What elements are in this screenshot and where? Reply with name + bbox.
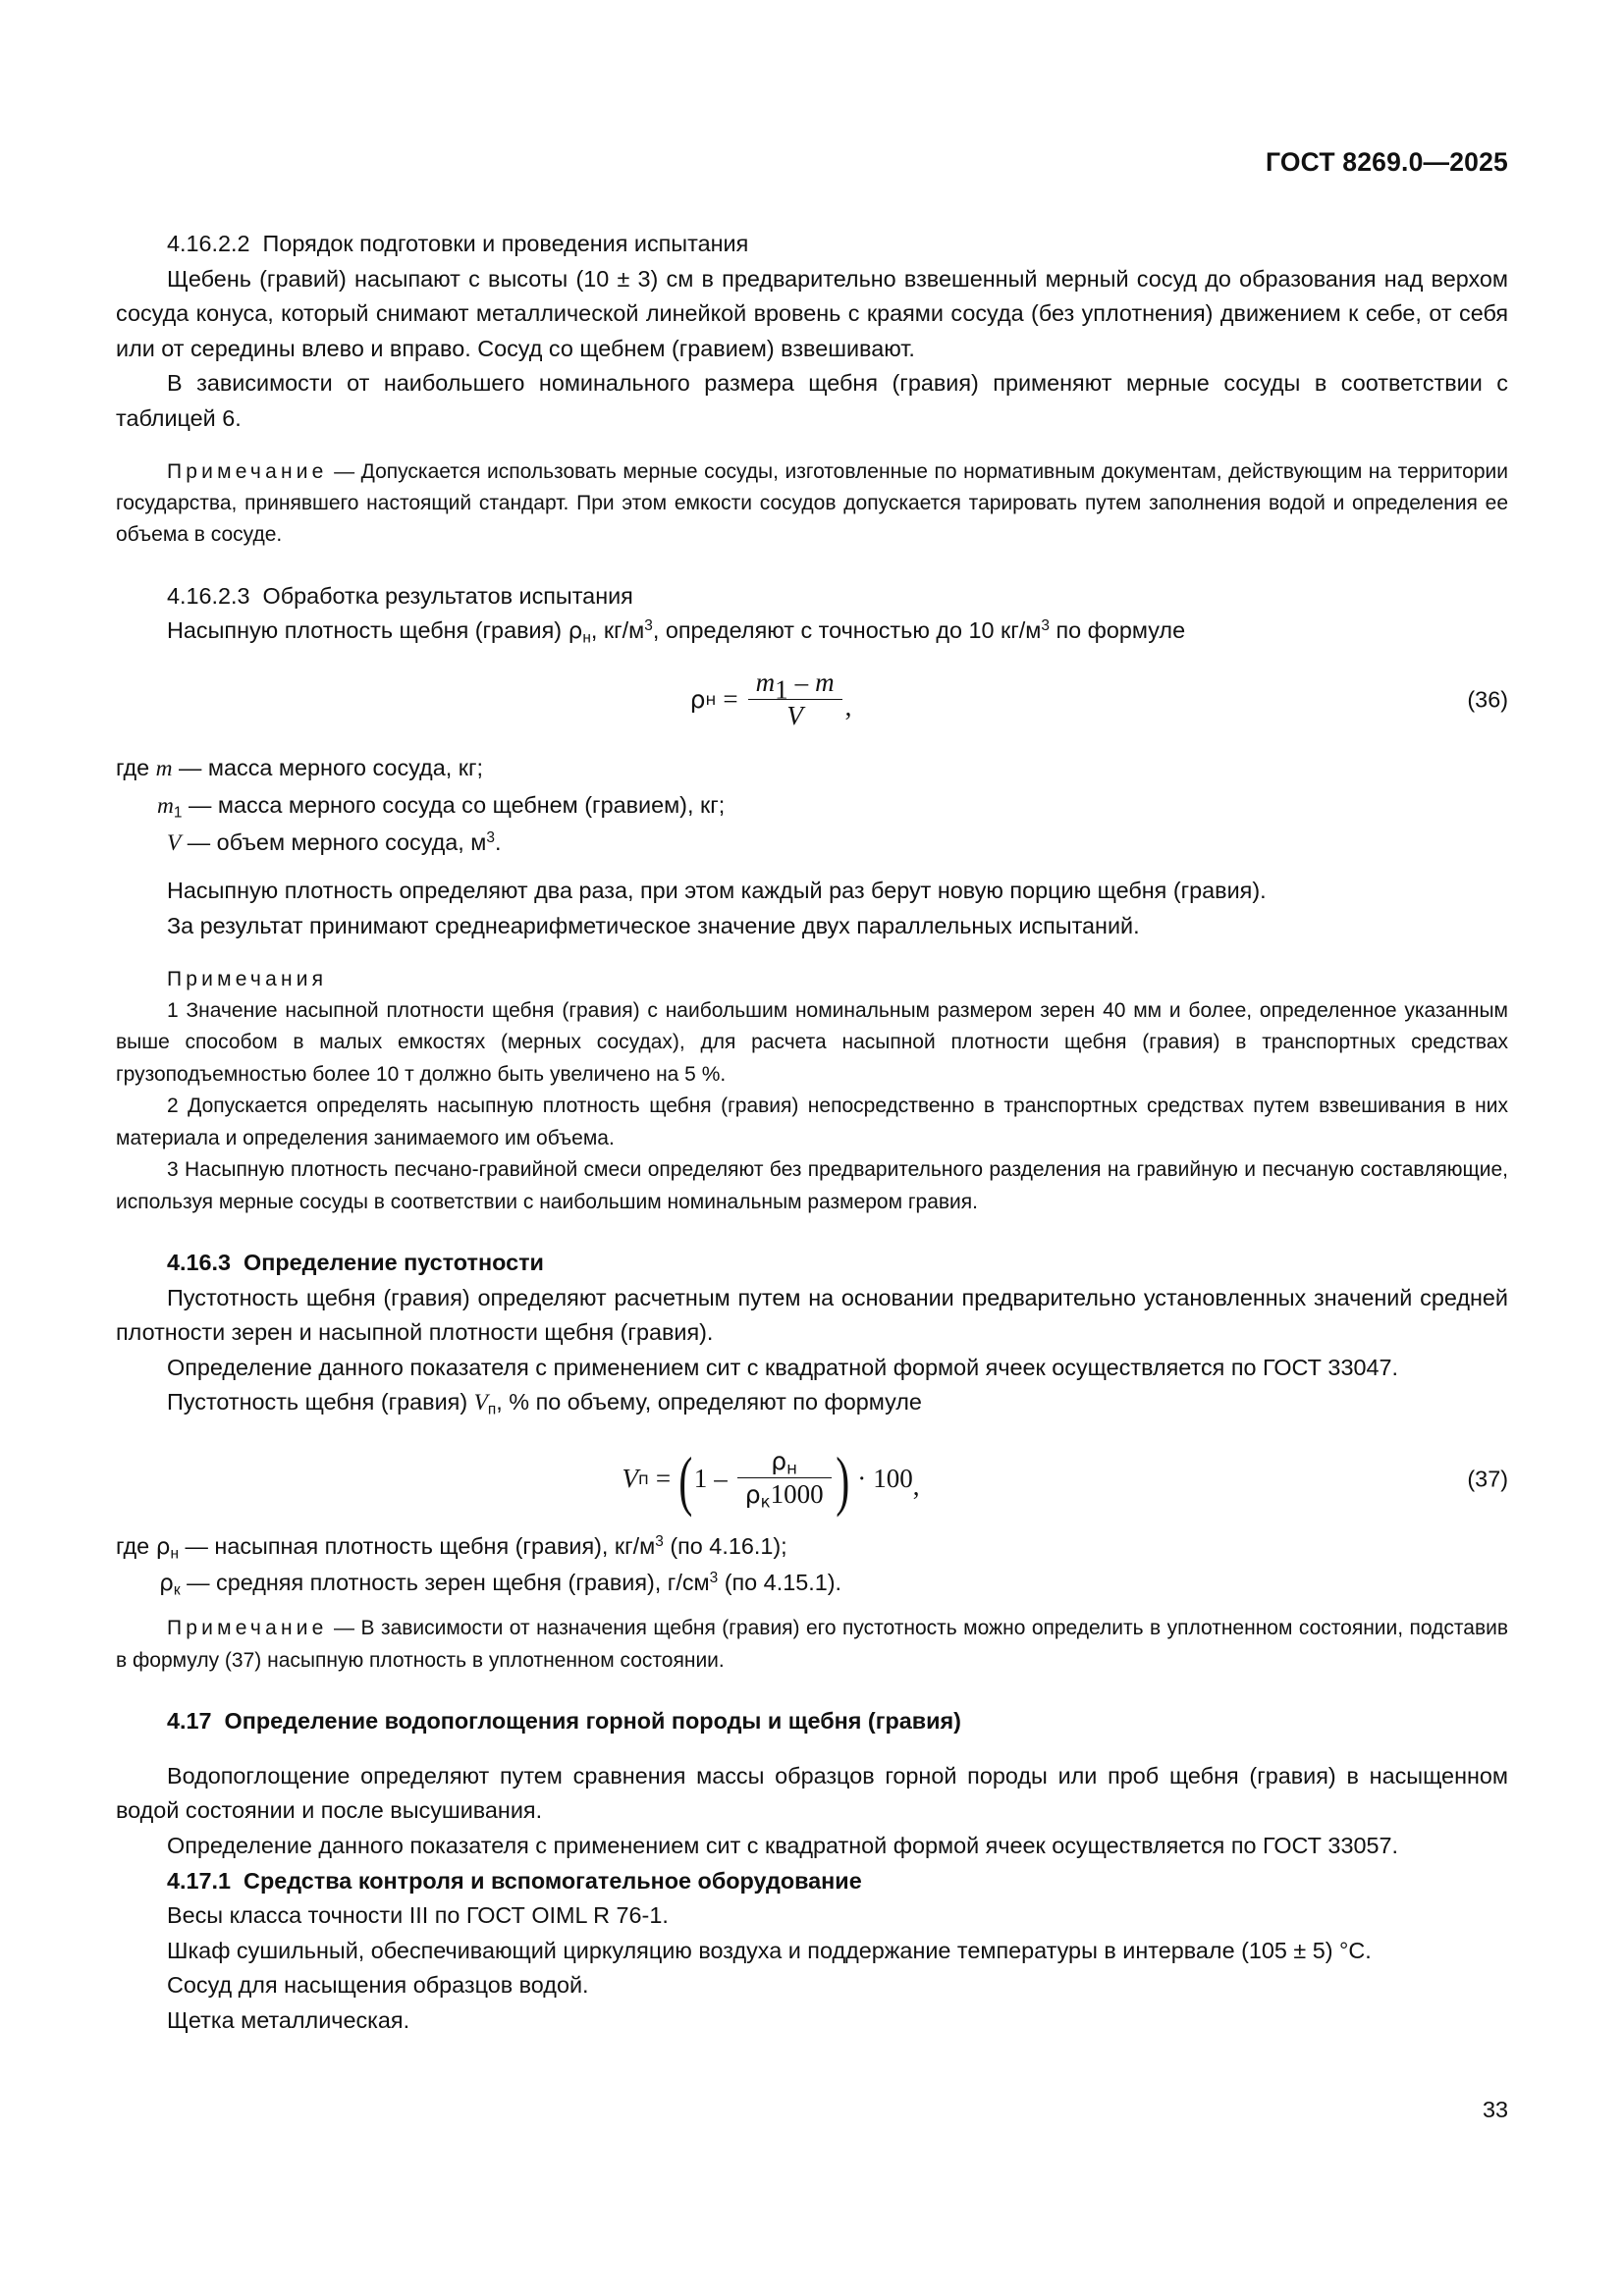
note-item-3: 3 Насыпную плотность песчано-гравийной смеси определяют без предварительного разделения на гравийную и песчаную составляющие, используя мерные сосуды в соответствии с наибольшим номинальным размером гравия. xyxy=(116,1158,1508,1213)
where37-sup-k: 3 xyxy=(709,1570,719,1587)
rho-subscript: н xyxy=(582,629,591,647)
formula-37-num-rho: ρ xyxy=(771,1446,787,1475)
standard-designation: ГОСТ 8269.0—2025 xyxy=(1265,147,1508,177)
note-text: Допускается использовать мерные сосуды, изготовленные по нормативным документам, действующим на территории государства, принявшего настоящий стандарт. При этом емкости сосудов допускается тарировать путем заполнения водой и определения ее объема в сосуде. xyxy=(116,459,1508,547)
formula-37-lhs-v: V xyxy=(622,1464,639,1494)
lead37-text-1: Пустотность щебня (гравия) xyxy=(167,1389,474,1415)
formula-37-den-1000: 1000 xyxy=(770,1479,824,1510)
where37-symbol-rho-n: ρ xyxy=(155,1532,171,1561)
paragraph-4-16-3-2: Определение данного показателя с применением сит с квадратной формой ячеек осуществляется по ГОСТ 33047. xyxy=(167,1354,1398,1380)
formula-37-minus: – xyxy=(714,1464,728,1494)
lead-text-2: , кг/м xyxy=(590,617,645,644)
formula-37-comma: , xyxy=(912,1471,920,1502)
paragraph-formula-37-lead xyxy=(116,1385,1508,1421)
lead-text-4: по формуле xyxy=(1049,617,1186,644)
page-number-value: 33 xyxy=(1482,2097,1508,2122)
heading-4-16-3-text: Определение пустотности xyxy=(244,1249,544,1275)
formula-37-fraction xyxy=(737,1446,832,1512)
heading-4-16-2-3 xyxy=(116,579,1508,614)
heading-4-17 xyxy=(116,1704,1508,1739)
note-4-16-3 xyxy=(116,1613,1508,1677)
spacer xyxy=(116,1509,1508,1528)
formula-36-expression: ρ н = $\frac{m_1 - m}{V}$ , xyxy=(689,667,852,731)
where-symbol-m: m xyxy=(155,756,173,782)
heading-4-16-2-2-text: Порядок подготовки и проведения испытания xyxy=(262,231,749,256)
where-lead: где xyxy=(116,755,150,781)
formula-37-left-paren: ( xyxy=(678,1442,693,1518)
where37-sup-n: 3 xyxy=(655,1533,664,1551)
where-item xyxy=(116,825,1508,862)
heading-4-16-2-2-number: 4.16.2.2 xyxy=(167,231,250,256)
formula-37-right-paren: ) xyxy=(835,1442,849,1518)
where37-symbol-rho-k: ρ xyxy=(159,1569,174,1597)
where37-sub-n: н xyxy=(170,1545,180,1563)
superscript-3a: 3 xyxy=(644,617,653,635)
paragraph-4-17-2: Определение данного показателя с применением сит с квадратной формой ячеек осуществляется по ГОСТ 33057. xyxy=(167,1832,1398,1858)
note-item-1: 1 Значение насыпной плотности щебня (гравия) с наибольшим номинальным размером зерен 40 мм и более, определенное указанным выше способом в малых емкостях (мерных сосудах), для расчета насыпной плотности щебня (гравия) в транспортных средствах грузоподъемностью более 10 т должно быть увеличено на 5 %. xyxy=(116,999,1508,1086)
equipment-item-2: Шкаф сушильный, обеспечивающий циркуляцию воздуха и поддержание температуры в интервале (105 ± 5) °C. xyxy=(167,1937,1372,1963)
formula-36-lhs-rho: ρ xyxy=(689,685,706,715)
superscript-3b: 3 xyxy=(1041,617,1050,635)
heading-4-16-2-3-number: 4.16.2.3 xyxy=(167,582,250,609)
notes-label-4-16-2-3 xyxy=(116,964,1508,995)
where37-text-k: — средняя плотность зерен щебня (гравия), г/см xyxy=(180,1570,710,1596)
note-dash: — xyxy=(327,459,361,483)
formula-37 xyxy=(116,1442,1508,1518)
where-item xyxy=(116,1565,1508,1601)
formula-36-numerator xyxy=(748,667,842,705)
where-text-m: — масса мерного сосуда, кг; xyxy=(172,755,483,781)
page-number xyxy=(116,2097,1508,2123)
formula-37-hundred: 100 xyxy=(873,1464,913,1494)
formula-37-den-rho: ρ xyxy=(744,1480,761,1510)
lead37-var: V xyxy=(473,1390,488,1416)
heading-4-17-1-text: Средства контроля и вспомогательное оборудование xyxy=(244,1867,862,1894)
where-item xyxy=(116,1528,1508,1565)
formula-36-comma: , xyxy=(844,692,852,722)
heading-4-16-3-number: 4.16.3 xyxy=(167,1249,232,1275)
lead-text-3: , определяют с точностью до 10 кг/м xyxy=(652,617,1042,644)
formula-37-one: 1 xyxy=(693,1464,708,1494)
where-tail-v: . xyxy=(494,829,502,856)
where-text-m1: — масса мерного сосуда со щебнем (гравием), кг; xyxy=(182,792,726,819)
note-4-16-2-2 xyxy=(116,456,1508,552)
paragraph-formula-36-lead xyxy=(116,614,1508,649)
heading-4-16-3 xyxy=(116,1246,1508,1281)
note-label: Примечание xyxy=(167,459,328,483)
spacer xyxy=(116,1601,1508,1613)
rho-symbol: ρ xyxy=(568,616,583,645)
spacer xyxy=(116,1218,1508,1246)
formula-37-num-rho-sub: н xyxy=(786,1459,797,1478)
where37-tail-k: (по 4.15.1). xyxy=(718,1570,842,1596)
formula-36 xyxy=(116,668,1508,731)
heading-4-17-1-number: 4.17.1 xyxy=(167,1867,232,1894)
formula-36-equals: = xyxy=(723,684,738,715)
paragraph-4-16-2-3-2: За результат принимают среднеарифметическое значение двух параллельных испытаний. xyxy=(167,913,1140,939)
where-item xyxy=(116,787,1508,825)
note-4-16-3-text: В зависимости от назначения щебня (гравия) его пустотность можно определить в уплотненном состоянии, подставив в формулу (37) насыпную плотность в уплотненном состоянии. xyxy=(116,1617,1509,1672)
spacer xyxy=(116,1421,1508,1449)
lead37-text-2: , % по объему, определяют по формуле xyxy=(496,1389,922,1415)
formula-36-denominator xyxy=(779,700,811,730)
where-symbol-m1-sub: 1 xyxy=(173,804,183,822)
page-content xyxy=(116,227,1508,2039)
heading-4-17-1 xyxy=(116,1864,1508,1899)
heading-4-16-2-2 xyxy=(116,227,1508,262)
formula-36-v: V xyxy=(786,701,803,731)
where-symbol-v: V xyxy=(167,830,182,857)
formula-37-den-rho-sub: к xyxy=(760,1492,771,1512)
formula-37-equals: = xyxy=(655,1464,672,1494)
where37-text-n: — насыпная плотность щебня (гравия), кг/м xyxy=(179,1533,656,1560)
formula-36-fraction xyxy=(748,668,842,731)
where37-tail-n: (по 4.16.1); xyxy=(663,1533,787,1560)
formula-37-dot: · xyxy=(857,1464,867,1494)
note-4-16-3-label: Примечание xyxy=(167,1617,328,1640)
where-list-37 xyxy=(116,1528,1508,1601)
notes-label-text: Примечания xyxy=(167,967,328,990)
where37-sub-k: к xyxy=(173,1581,181,1599)
paragraph-4-16-2-2-2: В зависимости от наибольшего номинального размера щебня (гравия) применяют мерные сосуды в соответствии с таблицей 6. xyxy=(116,370,1508,431)
where-list-36 xyxy=(116,750,1508,862)
formula-37-expression: V п = ( 1 – $\frac{\rho_н}{\rho_к1000}$ ) · 100 , xyxy=(622,1442,920,1518)
equipment-item-3: Сосуд для насыщения образцов водой. xyxy=(167,1972,589,1999)
heading-4-17-number: 4.17 xyxy=(167,1708,212,1735)
note-4-16-3-dash: — xyxy=(327,1617,361,1640)
paragraph-4-17-1: Водопоглощение определяют путем сравнения массы образцов горной породы или проб щебня (гравия) в насыщенном водой состоянии и после высушивания. xyxy=(116,1762,1508,1824)
formula-36-number: (36) xyxy=(1467,686,1508,713)
equipment-item-1: Весы класса точности III по ГОСТ OIML R 76-1. xyxy=(167,1902,669,1929)
lead-text-1: Насыпную плотность щебня (гравия) xyxy=(167,617,568,644)
paragraph-4-16-2-3-1: Насыпную плотность определяют два раза, при этом каждый раз берут новую порцию щебня (гравия). xyxy=(167,878,1267,904)
spacer xyxy=(116,552,1508,579)
spacer xyxy=(116,1739,1508,1759)
heading-4-17-text: Определение водопоглощения горной породы и щебня (гравия) xyxy=(224,1708,961,1735)
formula-36-m1: m xyxy=(755,667,776,697)
formula-37-denominator xyxy=(737,1478,832,1512)
formula-36-m1-sub: 1 xyxy=(775,674,788,705)
note-item-2: 2 Допускается определять насыпную плотность щебня (гравия) непосредственно в транспортных средствах путем взвешивания в них материала и определения занимаемого им объема. xyxy=(116,1095,1508,1149)
where-text-v: — объем мерного сосуда, м xyxy=(181,829,487,856)
spacer xyxy=(116,437,1508,456)
heading-4-16-2-3-text: Обработка результатов испытания xyxy=(262,582,633,609)
where-symbol-m1: m xyxy=(157,793,174,820)
paragraph-4-16-3-1: Пустотность щебня (гравия) определяют расчетным путем на основании предварительно установленных значений средней плотности зерен и насыпной плотности щебня (гравия). xyxy=(116,1284,1508,1346)
spacer xyxy=(116,862,1508,874)
spacer xyxy=(116,649,1508,668)
formula-37-number: (37) xyxy=(1467,1466,1508,1492)
spacer xyxy=(116,944,1508,964)
spacer xyxy=(116,730,1508,750)
where-sup-v: 3 xyxy=(486,829,495,847)
equipment-item-4: Щетка металлическая. xyxy=(167,2006,410,2033)
where-item xyxy=(116,750,1508,787)
formula-36-minus: – xyxy=(794,667,809,697)
formula-37-numerator xyxy=(763,1446,805,1478)
spacer xyxy=(116,1677,1508,1704)
where37-lead: где xyxy=(116,1533,150,1560)
page-header xyxy=(116,147,1508,181)
paragraph-4-16-2-2-1: Щебень (гравий) насыпают с высоты (10 ± 3) см в предварительно взвешенный мерный сосуд до образования над верхом сосуда конуса, который снимают металлической линейкой вровень с краями сосуда (без уплотнения) движением к себе, от себя или от середины влево и вправо. Сосуд со щебнем (гравием) взвешивают. xyxy=(116,265,1508,361)
lead37-var-sub: п xyxy=(487,1401,497,1418)
formula-36-m: m xyxy=(815,667,835,697)
